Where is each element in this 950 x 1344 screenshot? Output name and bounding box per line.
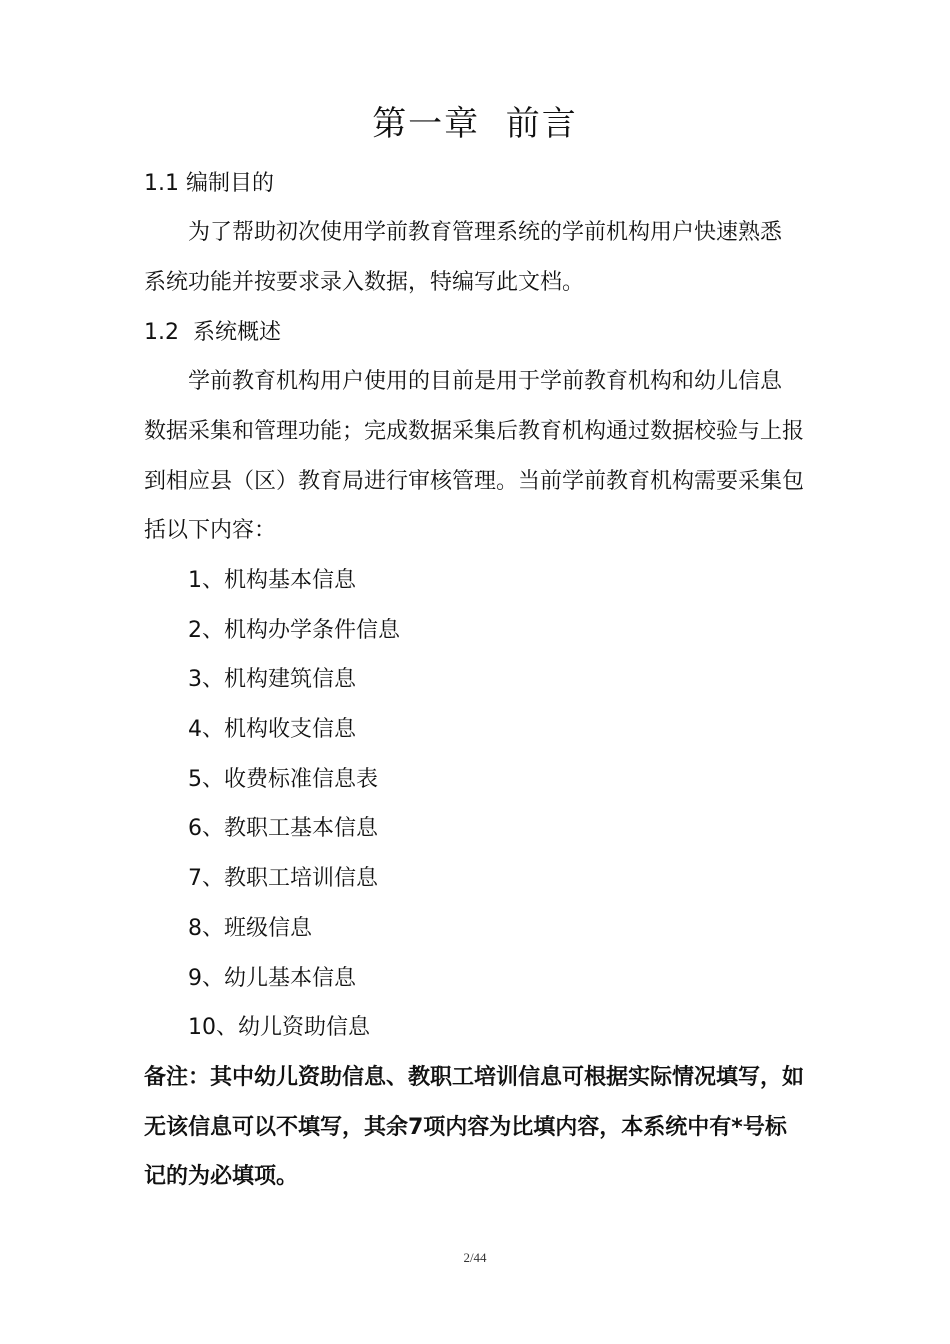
- list-item: 3、机构建筑信息: [188, 667, 356, 692]
- paragraph-line: 括以下内容：: [144, 518, 277, 543]
- section-heading-overview: 1.2 系统概述: [144, 320, 281, 345]
- paragraph-line: 到相应县（区）教育局进行审核管理。当前学前教育机构需要采集包: [144, 469, 805, 494]
- note-line: 无该信息可以不填写，其余7项内容为比填内容，本系统中有*号标: [144, 1115, 787, 1140]
- list-item: 8、班级信息: [188, 916, 312, 941]
- list-item: 10、幼儿资助信息: [188, 1015, 370, 1040]
- paragraph-line: 系统功能并按要求录入数据，特编写此文档。: [144, 270, 585, 295]
- page-number: 2/44: [463, 1250, 487, 1265]
- paragraph-line: 数据采集和管理功能；完成数据采集后教育机构通过数据校验与上报: [144, 419, 805, 444]
- list-item: 9、幼儿基本信息: [188, 966, 356, 991]
- list-item: 7、教职工培训信息: [188, 866, 378, 891]
- note-line: 记的为必填项。: [144, 1164, 299, 1189]
- list-item: 4、机构收支信息: [188, 717, 356, 742]
- section-heading-purpose: 1.1 编制目的: [144, 171, 274, 196]
- list-item: 5、收费标准信息表: [188, 767, 378, 792]
- chapter-title: 第一章 前言: [372, 104, 578, 144]
- list-item: 6、教职工基本信息: [188, 816, 378, 841]
- list-item: 2、机构办学条件信息: [188, 618, 400, 643]
- paragraph-line: 学前教育机构用户使用的目前是用于学前教育机构和幼儿信息: [188, 369, 783, 394]
- note-line: 备注：其中幼儿资助信息、教职工培训信息可根据实际情况填写，如: [144, 1065, 805, 1090]
- paragraph-line: 为了帮助初次使用学前教育管理系统的学前机构用户快速熟悉: [188, 220, 783, 245]
- list-item: 1、机构基本信息: [188, 568, 356, 593]
